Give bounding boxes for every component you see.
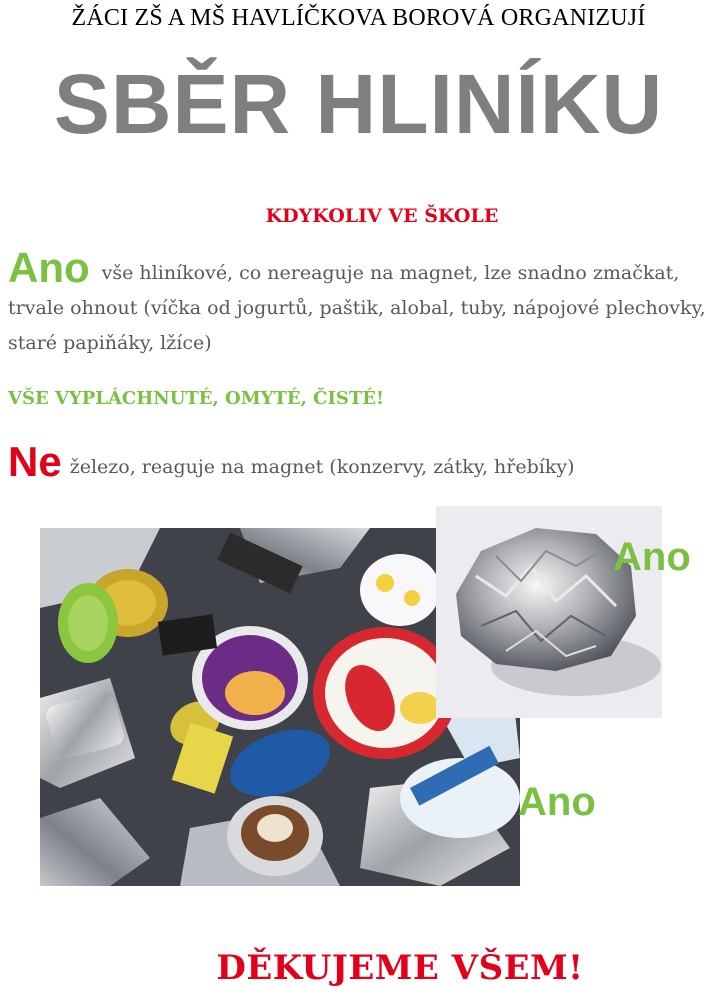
- foil-accepted-label: Ano: [613, 535, 691, 579]
- accepted-description: vše hliníkové, co nereaguje na magnet, lze snadno zmačkat, trvale ohnout (víčka od jogurtů, paštik, alobal, tuby, nápojové plechovky, staré papiňáky, lžíce): [8, 262, 706, 354]
- page-title: SBĚR HLINÍKU: [53, 57, 664, 151]
- accepted-label: Ano: [8, 244, 90, 291]
- organizers-line: ŽÁCI ZŠ A MŠ HAVLÍČKOVA BOROVÁ ORGANIZUJÍ: [71, 5, 646, 31]
- waste-accepted-label: Ano: [518, 780, 596, 824]
- rejected-label: Ne: [8, 438, 62, 485]
- rejected-description: železo, reaguje na magnet (konzervy, zátky, hřebíky): [69, 456, 575, 478]
- cleanliness-note: VŠE VYPLÁCHNUTÉ, OMYTÉ, ČISTÉ!: [8, 388, 384, 409]
- accepted-section: [8, 244, 708, 361]
- thanks-footer: DĚKUJEME VŠEM!: [216, 948, 584, 988]
- collection-time: KDYKOLIV VE ŠKOLE: [265, 205, 499, 227]
- rejected-section: [8, 438, 713, 486]
